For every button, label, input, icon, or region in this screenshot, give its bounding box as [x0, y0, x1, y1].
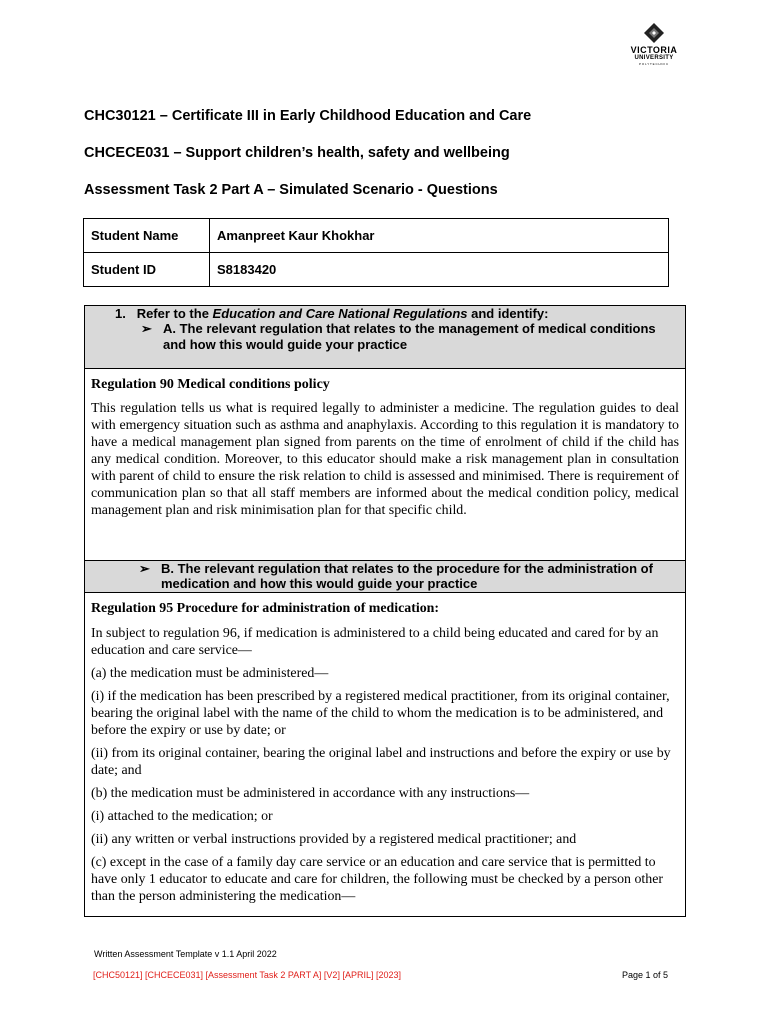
victoria-university-logo: [626, 22, 682, 70]
student-id-label: Student ID: [84, 253, 210, 287]
student-name-value: Amanpreet Kaur Khokhar: [210, 219, 669, 253]
arrow-bullet-icon: ➢: [139, 561, 150, 576]
task-heading: Assessment Task 2 Part A – Simulated Scenario - Questions: [84, 182, 498, 198]
logo-line2: UNIVERSITY: [634, 55, 674, 61]
answer-b-paragraph: (a) the medication must be administered—: [91, 666, 329, 681]
answer-b: [91, 600, 679, 911]
question-number: 1.: [115, 306, 126, 321]
question-1-prompt: [115, 306, 548, 321]
student-name-row: [84, 219, 669, 253]
regulations-title: Education and Care National Regulations: [212, 306, 468, 321]
unit-heading: CHCECE031 – Support children’s health, safety and wellbeing: [84, 145, 510, 161]
answer-b-paragraph: In subject to regulation 96, if medication is administered to a child being educated and cared for by an education and care service—: [91, 626, 659, 658]
logo-line1: VICTORIA: [630, 45, 678, 55]
footer-document-code: [CHC50121] [CHCECE031] [Assessment Task 2 PART A] [V2] [APRIL] [2023]: [93, 970, 401, 980]
diamond-logo-icon: [643, 22, 665, 44]
student-info-table: [83, 218, 669, 287]
question-prefix: Refer to the: [136, 306, 213, 321]
qualification-heading: CHC30121 – Certificate III in Early Childhood Education and Care: [84, 108, 532, 124]
footer-page-number: Page 1 of 5: [622, 970, 669, 980]
question-box: [84, 305, 686, 917]
part-b-text: B. The relevant regulation that relates to the procedure for the administration of medication and how this would guide your practice: [161, 561, 653, 591]
footer-template-version: Written Assessment Template v 1.1 April 2022: [94, 949, 277, 959]
question-1-header: [85, 306, 685, 369]
question-suffix: and identify:: [467, 306, 549, 321]
answer-b-title: Regulation 95 Procedure for administration of medication:: [91, 601, 440, 616]
part-a-prompt: [141, 321, 663, 353]
student-id-row: [84, 253, 669, 287]
arrow-bullet-icon: ➢: [141, 321, 152, 336]
part-b-header: [85, 560, 685, 593]
part-a-text: A. The relevant regulation that relates to the management of medical conditions and how this would guide your practice: [163, 321, 656, 352]
logo-line3: POLYTECHNIC: [639, 62, 669, 66]
answer-a-title: Regulation 90 Medical conditions policy: [91, 377, 330, 392]
answer-b-paragraph: (i) if the medication has been prescribed by a registered medical practitioner, from its original container, bearing the original label with the name of the child to whom the medication is to be administered, and before the expiry or use by date; or: [91, 689, 670, 738]
answer-a-text: This regulation tells us what is required legally to administer a medicine. The regulation guides to deal with emergency situation such as asthma and anaphylaxis. According to this regulation it is mandatory to have a medical management plan signed from parents on the time of enrolment of child if the child has any medical condition. Moreover, to this educator should make a risk management plan in consultation with parent of child to ensure the risk relation to child is assessed and minimised. There is requirement of communication plan so that all staff members are informed about the medical condition policy, medical management plan and risk minimisation plan for that specific child.: [91, 401, 679, 518]
part-b-prompt: [139, 561, 681, 591]
answer-b-paragraph: (ii) any written or verbal instructions provided by a registered medical practitioner; and: [91, 832, 577, 847]
answer-b-paragraph: (i) attached to the medication; or: [91, 809, 273, 824]
answer-b-paragraph: (ii) from its original container, bearing the original label and instructions and before the expiry or use by date; and: [91, 746, 671, 778]
answer-b-paragraph: (c) except in the case of a family day care service or an education and care service that is permitted to have only 1 educator to educate and care for children, the following must be checked by a person other than the person administering the medication—: [91, 855, 663, 904]
answer-b-paragraph: (b) the medication must be administered in accordance with any instructions—: [91, 786, 530, 801]
student-id-value: S8183420: [210, 253, 669, 287]
answer-a: [91, 377, 679, 519]
student-name-label: Student Name: [84, 219, 210, 253]
